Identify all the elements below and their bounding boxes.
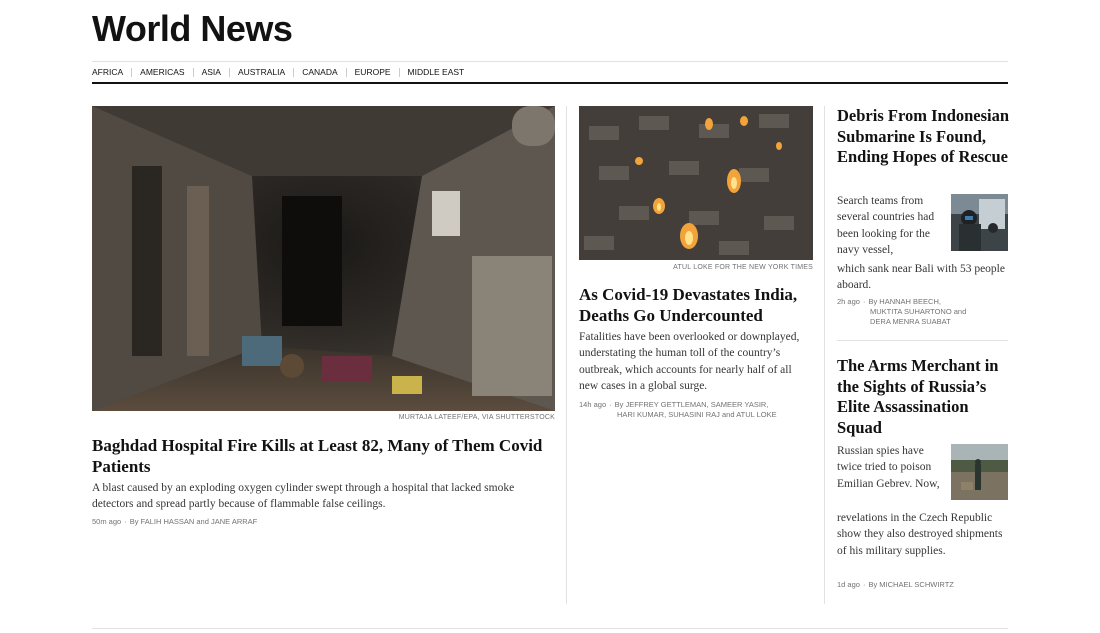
subnav-item-asia[interactable]: ASIA (201, 67, 221, 77)
subnav-item-canada[interactable]: CANADA (302, 67, 338, 77)
india-photo-credit: ATUL LOKE FOR THE NEW YORK TIMES (673, 264, 813, 271)
arms-merchant-summary-continued: revelations in the Czech Republic show they also destroyed shipments of his military supplies. (837, 512, 1003, 557)
india-story-photo[interactable] (579, 106, 813, 260)
section-subnav (92, 67, 464, 77)
lead-photo-credit: MURTAJA LATEEF/EPA, VIA SHUTTERSTOCK (398, 414, 555, 421)
subnav-separator (229, 68, 230, 77)
arms-merchant-byline: 1d ago · By MICHAEL SCHWIRTZ (837, 580, 954, 589)
subnav-separator (293, 68, 294, 77)
page-title[interactable]: World News (92, 8, 293, 49)
lead-byline: 50m ago · By FALIH HASSAN and JANE ARRAF (92, 517, 258, 526)
subnav-item-africa[interactable]: AFRICA (92, 67, 124, 77)
explosion-site-image (951, 444, 1008, 500)
header-divider (92, 61, 1008, 62)
subnav-rule (92, 82, 1008, 84)
lead-headline[interactable]: Baghdad Hospital Fire Kills at Least 82, Many of Them Covid Patients (92, 436, 543, 476)
lead-summary: A blast caused by an exploding oxygen cylinder swept through a hospital that lacked smoke detectors and spread partly because of flammable false ceilings. (92, 482, 515, 511)
timestamp: 14h ago (579, 400, 607, 409)
submarine-thumbnail[interactable] (951, 194, 1008, 251)
subnav-item-americas[interactable]: AMERICAS (140, 67, 185, 77)
arms-merchant-headline[interactable]: The Arms Merchant in the Sights of Russia’s Elite Assassination Squad (837, 356, 999, 437)
arms-merchant-summary-wrapped: Russian spies have twice tried to poison Emilian Gebrev. Now, (837, 445, 940, 490)
timestamp: 2h ago (837, 297, 860, 306)
lead-story-photo[interactable] (92, 106, 555, 411)
submarine-summary-wrapped: Search teams from several countries had been looking for the navy vessel, (837, 195, 935, 256)
submarine-byline: 2h ago · By HANNAH BEECH, MUKTITA SUHARTONO and DERA MENRA SUABAT (837, 297, 1012, 327)
india-byline: 14h ago · By JEFFREY GETTLEMAN, SAMEER YASIR, HARI KUMAR, SUHASINI RAJ and ATUL LOKE (579, 400, 813, 420)
subnav-item-europe[interactable]: EUROPE (354, 67, 391, 77)
column-divider (824, 106, 825, 604)
submarine-summary-continued: which sank near Bali with 53 people aboard. (837, 263, 1005, 292)
author-line: By FALIH HASSAN and JANE ARRAF (129, 517, 258, 526)
subnav-separator (346, 68, 347, 77)
timestamp: 1d ago (837, 580, 860, 589)
column-divider (566, 106, 567, 604)
subnav-separator (193, 68, 194, 77)
subnav-item-australia[interactable]: AUSTRALIA (237, 67, 286, 77)
cremation-grounds-image (579, 106, 813, 260)
arms-merchant-thumbnail[interactable] (951, 444, 1008, 500)
subnav-separator (131, 68, 132, 77)
rescue-team-image (951, 194, 1008, 251)
footer-divider (92, 628, 1008, 629)
subnav-separator (399, 68, 400, 77)
timestamp: 50m ago (92, 517, 122, 526)
burned-corridor-image (92, 106, 555, 411)
author-line: By JEFFREY GETTLEMAN, SAMEER YASIR, (614, 400, 769, 409)
author-line-2: MUKTITA SUHARTONO and (870, 307, 967, 317)
author-line-3: DERA MENRA SUABAT (870, 317, 951, 327)
author-line: By HANNAH BEECH, (868, 297, 941, 306)
submarine-headline[interactable]: Debris From Indonesian Submarine Is Found, Ending Hopes of Rescue (837, 106, 1010, 167)
author-line: By MICHAEL SCHWIRTZ (868, 580, 954, 589)
subnav-item-middle-east[interactable]: MIDDLE EAST (407, 67, 465, 77)
india-summary: Fatalities have been overlooked or downplayed, understating the human toll of the country’s outbreak, which accounts for nearly half of all new cases in a global surge. (579, 331, 800, 392)
story-divider (837, 340, 1008, 341)
author-line-2: HARI KUMAR, SUHASINI RAJ and ATUL LOKE (617, 410, 777, 420)
india-headline[interactable]: As Covid-19 Devastates India, Deaths Go Undercounted (579, 285, 798, 325)
